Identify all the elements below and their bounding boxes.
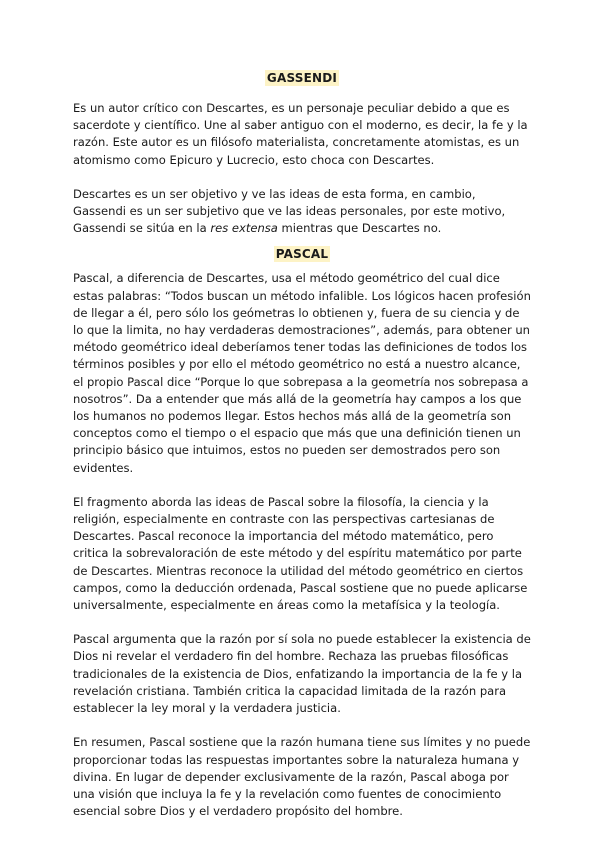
paragraph-pascal-2: El fragmento aborda las ideas de Pascal sobre la filosofía, la ciencia y la religión, especialmente en contraste con las perspectivas cartesianas de Descartes. Pascal reconoce la importancia del método matemático, pero critica la sobrevaloración de este método y del espíritu matemático por parte de Descartes. Mientras reconoce la utilidad del método geométrico en ciertos campos, como la deducción ordenada, Pascal sostiene que no puede aplicarse universalmente, especialmente en áreas como la metafísica y la teología. [73,494,528,613]
section-title-pascal [73,242,531,266]
section-title-text: GASSENDI [266,71,338,85]
paragraph-pascal-1: Pascal, a diferencia de Descartes, usa el método geométrico del cual dice estas palabras: “Todos buscan un método infalible. Los lógicos hacen profesión de llegar a él, pero sólo los geómetras lo obtienen y, fuera de su ciencia y de lo que la limita, no hay verdaderas demostraciones”, además, para obtener un método geométrico ideal deberíamos tener todas las definiciones de todos los términos posibles y por ello el método geométrico no está a nuestro alcance, el propio Pascal dice “Porque lo que sobrepasa a la geometría nos sobrepasa a nosotros”. Da a entender que más allá de la geometría hay campos a los que los humanos no podemos llegar. Estos hechos más allá de la geometría son conceptos como el tiempo o el espacio que más que una definición tienen un principio básico que intuimos, estos no pueden ser demostrados pero son evidentes. [73,271,531,475]
paragraph-gassendi-1: Es un autor crítico con Descartes, es un personaje peculiar debido a que es sacerdote y científico. Une al saber antiguo con el moderno, es decir, la fe y la razón. Este autor es un filósofo materialista, concretamente atomistas, es un atomismo como Epicuro y Lucrecio, esto choca con Descartes. [73,101,528,167]
emphasis-term: res extensa [210,221,278,236]
paragraph-text: Descartes es un ser objetivo y ve las ideas de esta forma, en cambio, Gassendi es un ser subjetivo que ve las ideas personales, por este motivo, Gassendi se sitúa en la [73,186,506,236]
document-page [73,66,531,820]
paragraph-gassendi-2 [73,186,531,238]
section-title-gassendi [73,66,531,90]
paragraph-pascal-3: Pascal argumenta que la razón por sí sola no puede establecer la existencia de Dios ni revelar el verdadero fin del hombre. Rechaza las pruebas filosóficas tradicionales de la existencia de Dios, enfatizando la importancia de la fe y la revelación cristiana. También critica la capacidad limitada de la razón para establecer la ley moral y la verdadera justicia. [73,632,531,716]
paragraph-text: mientras que Descartes no. [277,221,442,236]
section-title-text: PASCAL [275,247,329,262]
paragraph-pascal-4: En resumen, Pascal sostiene que la razón humana tiene sus límites y no puede proporcionar todas las respuestas importantes sobre la naturaleza humana y divina. En lugar de depender exclusivamente de la razón, Pascal aboga por una visión que incluya la fe y la revelación como fuentes de conocimiento esencial sobre Dios y el verdadero propósito del hombre. [73,735,531,819]
